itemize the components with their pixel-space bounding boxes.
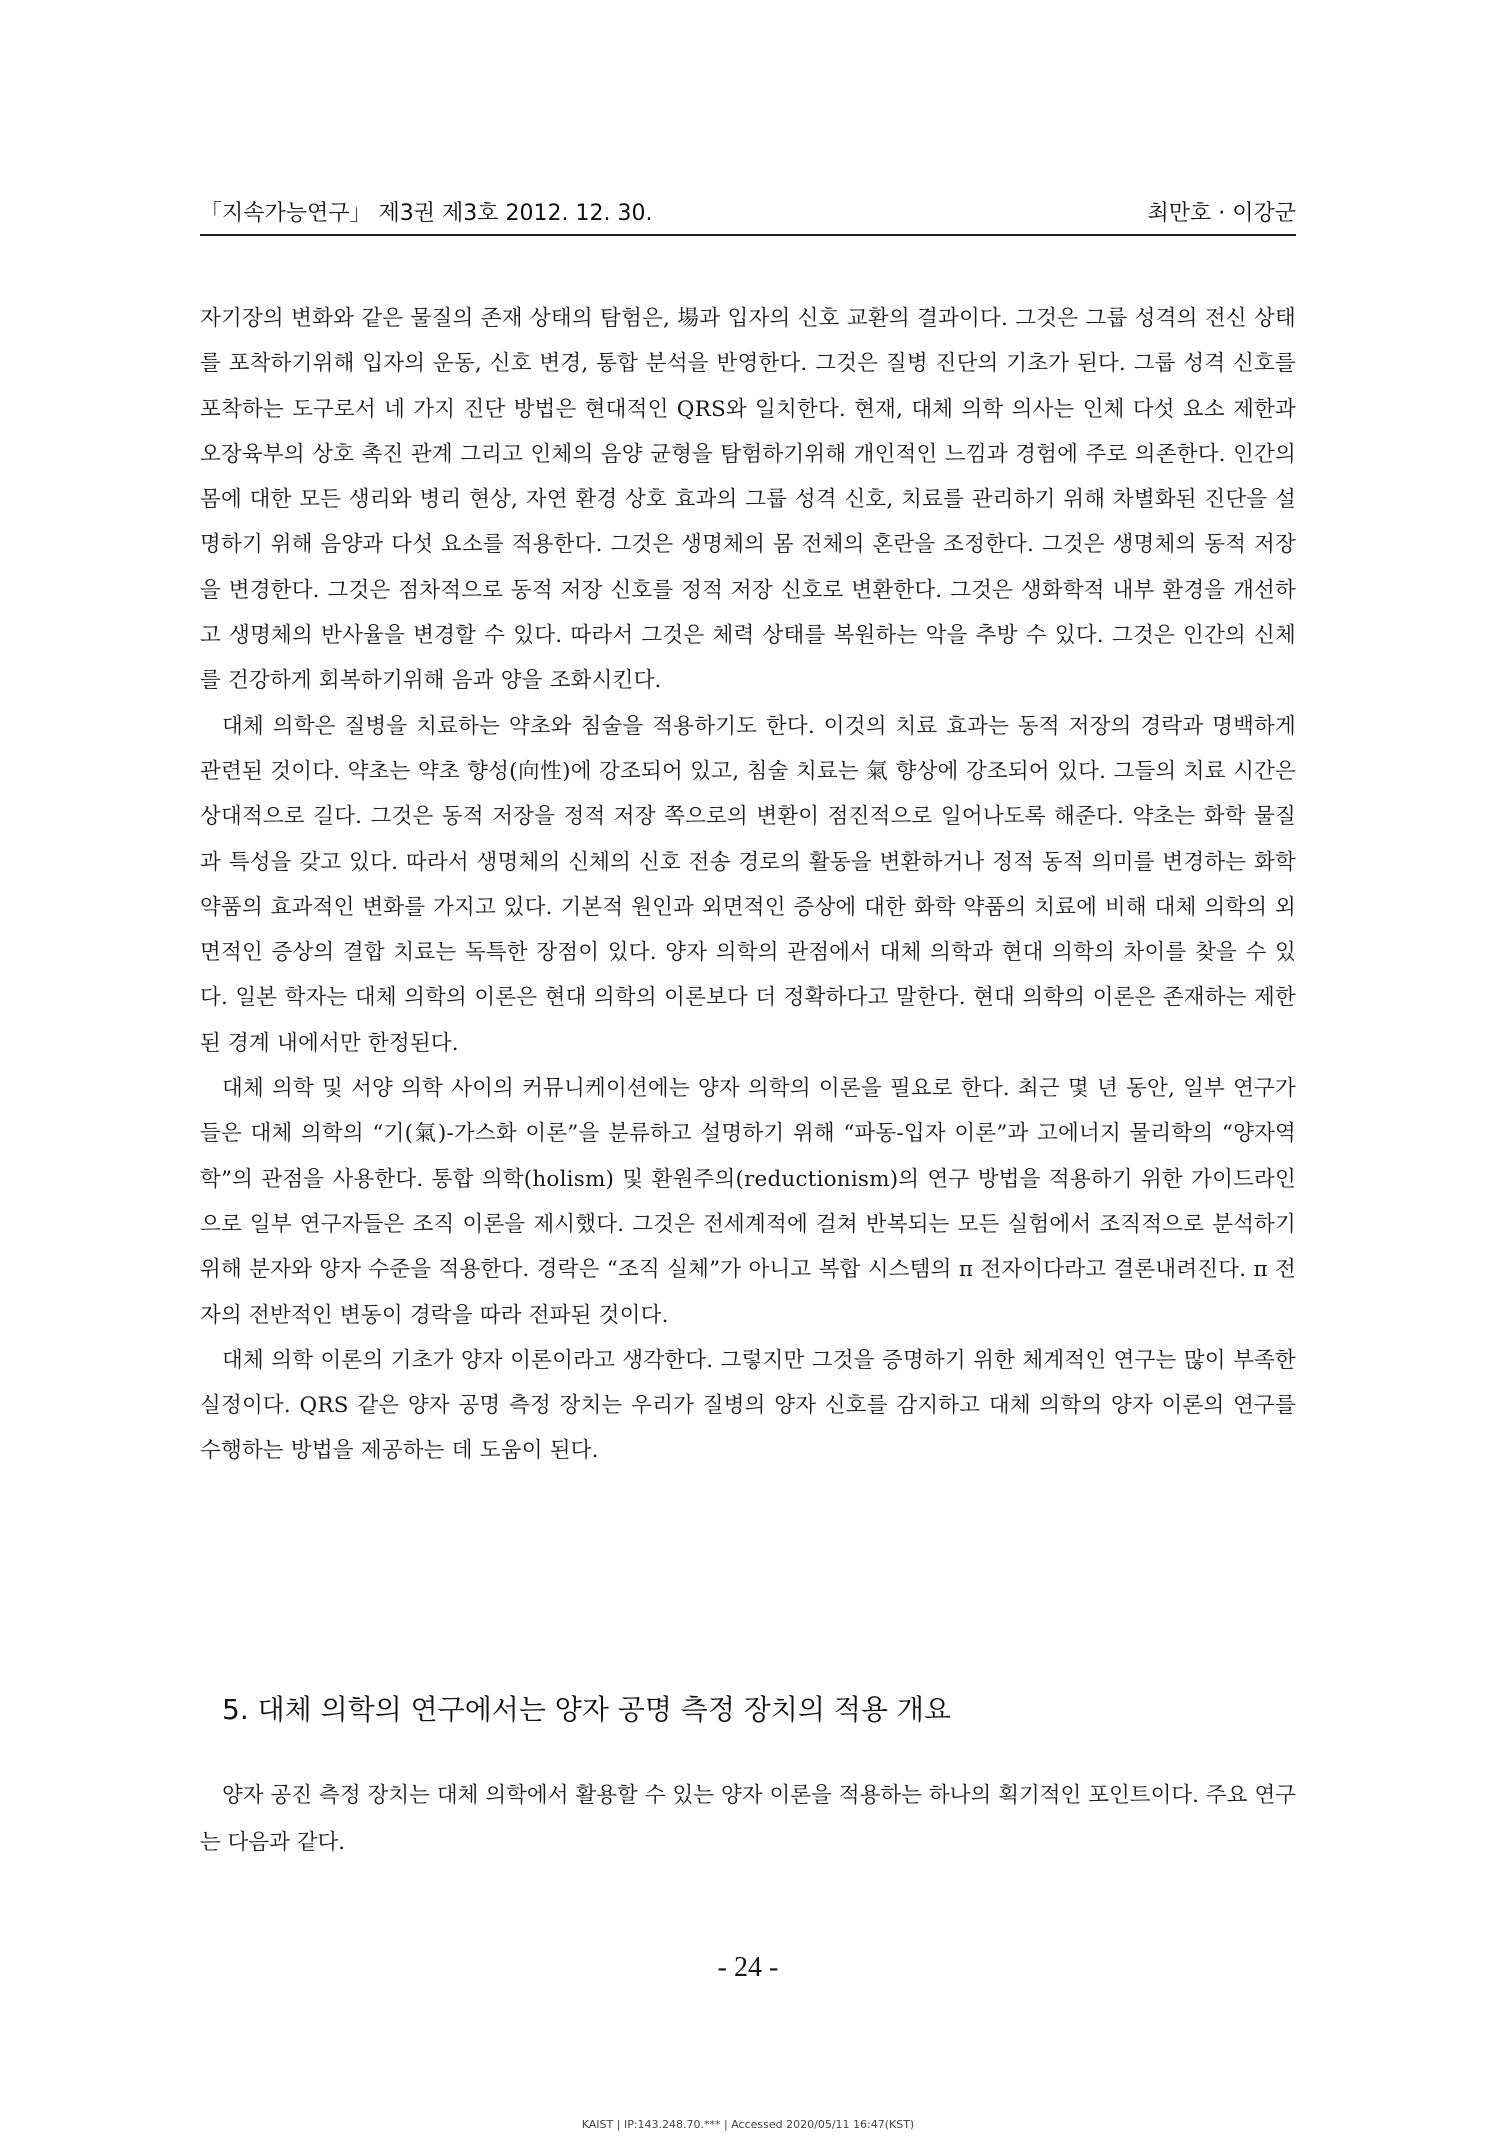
section-body [200,1772,1296,1866]
author-names: 최만호 · 이강군 [1147,201,1296,226]
section-heading: 5. 대체 의학의 연구에서는 양자 공명 측정 장치의 적용 개요 [222,1693,951,1726]
header-rule [200,234,1296,236]
body-text [200,296,1296,1474]
paragraph-2: 대체 의학은 질병을 치료하는 약초와 침술을 적용하기도 한다. 이것의 치료 효과는 동적 저장의 경락과 명백하게 관련된 것이다. 약초는 약초 향성(向性)에 강조되어 있고, 침술 치료는 氣 향상에 강조되어 있다. 그들의 치료 시간은 상대적으로 길다. 그것은 동적 저장을 정적 저장 쪽으로의 변환이 점진적으로 일어나도록 해준다. 약초는 화학 물질과 특성을 갖고 있다. 따라서 생명체의 신체의 신호 전송 경로의 활동을 변환하거나 정적 동적 의미를 변경하는 화학 약품의 효과적인 변화를 가지고 있다. 기본적 원인과 외면적인 증상에 대한 화학 약품의 치료에 비해 대체 의학의 외면적인 증상의 결합 치료는 독특한 장점이 있다. 양자 의학의 관점에서 대체 의학과 현대 의학의 차이를 찾을 수 있다. 일본 학자는 대체 의학의 이론은 현대 의학의 이론보다 더 정확하다고 말한다. 현대 의학의 이론은 존재하는 제한된 경계 내에서만 한정된다. [200,713,1296,1056]
page-number: - 24 - [717,1952,779,1983]
paragraph-1: 자기장의 변화와 같은 물질의 존재 상태의 탐험은, 場과 입자의 신호 교환의 결과이다. 그것은 그룹 성격의 전신 상태를 포착하기위해 입자의 운동, 신호 변경, 통합 분석을 반영한다. 그것은 질병 진단의 기초가 된다. 그룹 성격 신호를 포착하는 도구로서 네 가지 진단 방법은 현대적인 QRS와 일치한다. 현재, 대체 의학 의사는 인체 다섯 요소 제한과 오장육부의 상호 촉진 관계 그리고 인체의 음양 균형을 탐험하기위해 개인적인 느낌과 경험에 주로 의존한다. 인간의 몸에 대한 모든 생리와 병리 현상, 자연 환경 상호 효과의 그룹 성격 신호, 치료를 관리하기 위해 차별화된 진단을 설명하기 위해 음양과 다섯 요소를 적용한다. 그것은 생명체의 몸 전체의 혼란을 조정한다. 그것은 생명체의 동적 저장을 변경한다. 그것은 점차적으로 동적 저장 신호를 정적 저장 신호로 변환한다. 그것은 생화학적 내부 환경을 개선하고 생명체의 반사율을 변경할 수 있다. 따라서 그것은 체력 상태를 복원하는 악을 추방 수 있다. 그것은 인간의 신체를 건강하게 회복하기위해 음과 양을 조화시킨다. [200,306,1296,694]
section-paragraph: 양자 공진 측정 장치는 대체 의학에서 활용할 수 있는 양자 이론을 적용하는 하나의 획기적인 포인트이다. 주요 연구는 다음과 같다. [200,1783,1296,1855]
access-footer: KAIST | IP:143.248.70.*** | Accessed 2020/05/11 16:47(KST) [581,2118,915,2131]
paragraph-4: 대체 의학 이론의 기초가 양자 이론이라고 생각한다. 그렇지만 그것을 증명하기 위한 체계적인 연구는 많이 부족한 실정이다. QRS 같은 양자 공명 측정 장치는 우리가 질병의 양자 신호를 감지하고 대체 의학의 양자 이론의 연구를 수행하는 방법을 제공하는 데 도움이 된다. [200,1347,1296,1464]
running-header [200,196,1296,227]
journal-citation: 「지속가능연구」 제3권 제3호 2012. 12. 30. [200,201,653,226]
paragraph-3: 대체 의학 및 서양 의학 사이의 커뮤니케이션에는 양자 의학의 이론을 필요로 한다. 최근 몇 년 동안, 일부 연구가들은 대체 의학의 “기(氣)-가스화 이론”을 분류하고 설명하기 위해 “파동-입자 이론”과 고에너지 물리학의 “양자역학”의 관점을 사용한다. 통합 의학(holism) 및 환원주의(reductionism)의 연구 방법을 적용하기 위한 가이드라인으로 일부 연구자들은 조직 이론을 제시했다. 그것은 전세계적에 걸쳐 반복되는 모든 실험에서 조직적으로 분석하기위해 분자와 양자 수준을 적용한다. 경락은 “조직 실체”가 아니고 복합 시스템의 π 전자이다라고 결론내려진다. π 전자의 전반적인 변동이 경락을 따라 전파된 것이다. [200,1076,1296,1328]
